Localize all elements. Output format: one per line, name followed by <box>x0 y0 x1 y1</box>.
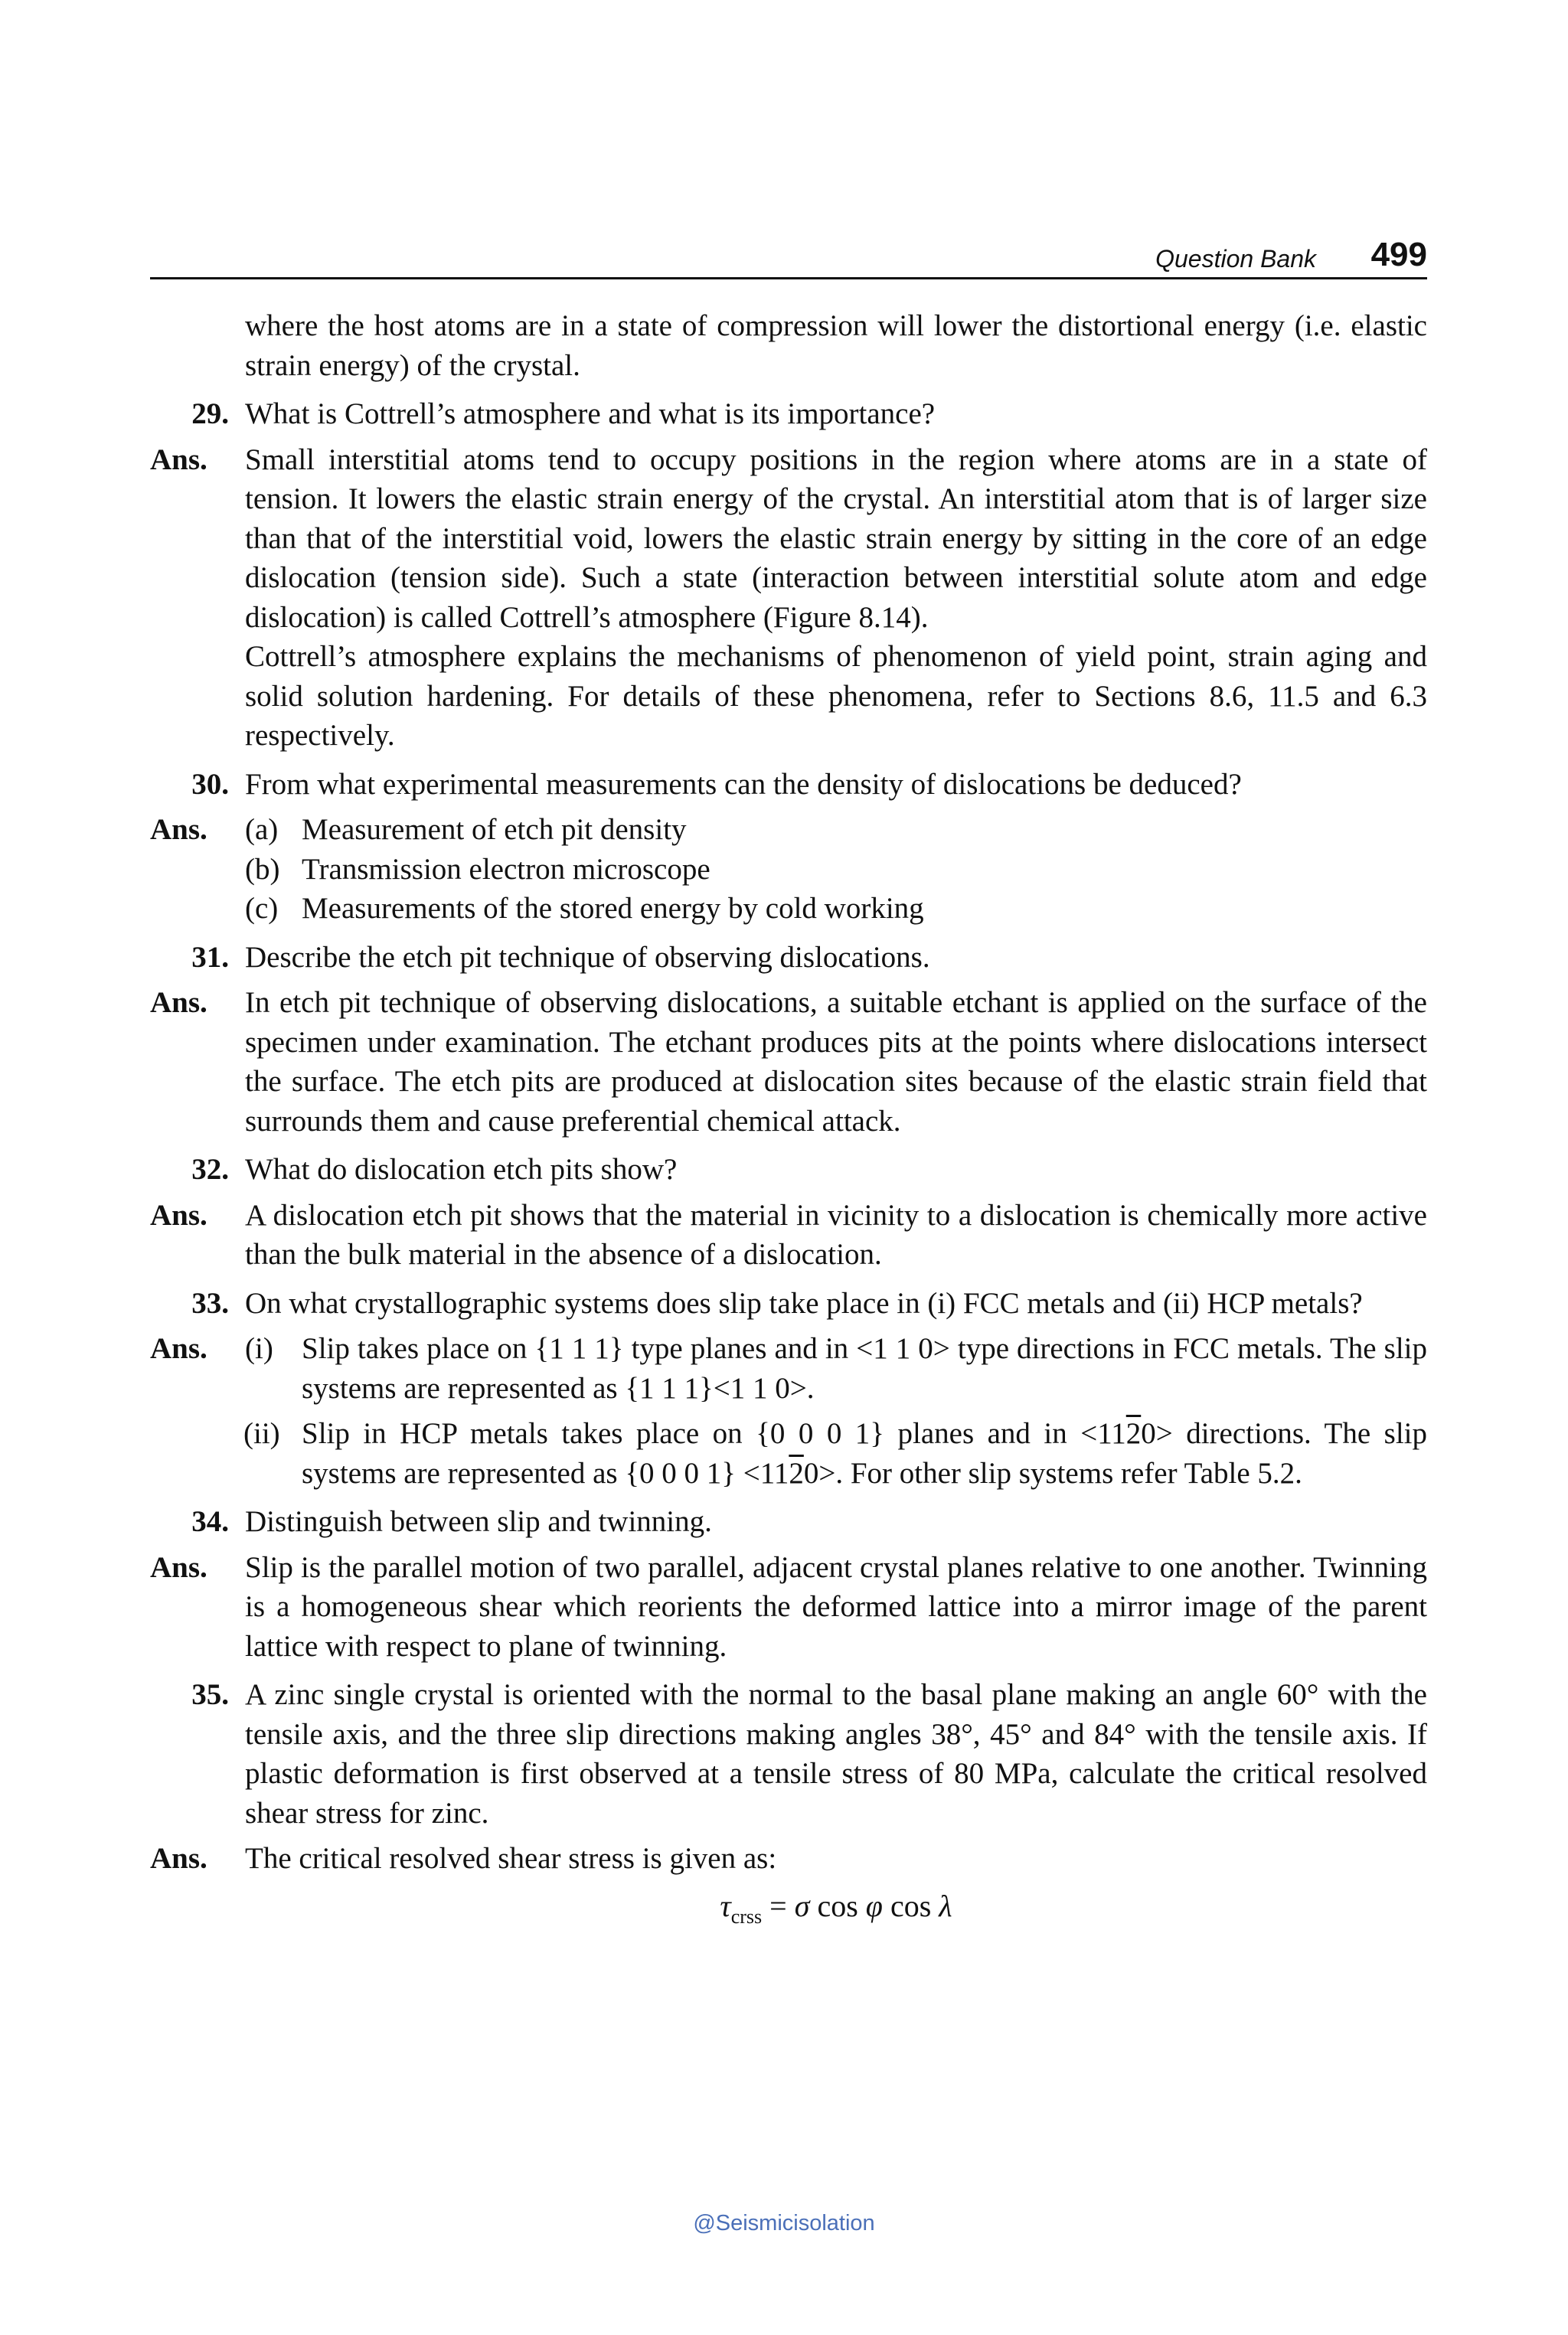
list-text-part: 0>. For other slip systems refer Table 5.2. <box>803 1456 1302 1490</box>
answer-paragraph: Cottrell’s atmosphere explains the mechanisms of phenomenon of yield point, strain aging and solid solution hardening. For details of these phenomena, refer to Sections 8.6, 11.5 and 6.3 respectively. <box>245 640 1427 752</box>
page-content <box>150 306 1427 1936</box>
list-text: Measurement of etch pit density <box>302 813 687 846</box>
question-number: 31. <box>191 940 229 974</box>
answer-35 <box>150 1839 1427 1879</box>
question-30 <box>150 765 1427 805</box>
formula-subscript: crss <box>730 1905 763 1928</box>
list-text: Transmission electron microscope <box>302 852 710 886</box>
question-number: 34. <box>191 1505 229 1538</box>
formula-tau: τ <box>720 1888 731 1923</box>
question-33 <box>150 1284 1427 1324</box>
formula-cos: cos <box>809 1888 866 1923</box>
page-header <box>150 236 1427 279</box>
answer-paragraph: Small interstitial atoms tend to occupy positions in the region where atoms are in a state of tension. It lowers the elastic strain energy of the crystal. An interstitial atom that is of larger size than that of the interstitial void, lowers the elastic strain energy by sitting in the core of an edge dislocation (tension side). Such a state (interaction between interstitial solute atom and edge dislocation) is called Cottrell’s atmosphere (Figure 8.14). <box>245 443 1427 634</box>
list-marker: (c) <box>245 892 279 925</box>
list-item <box>245 1414 1427 1493</box>
formula-cos: cos <box>882 1888 939 1923</box>
answer-text: A dislocation etch pit shows that the material in vicinity to a dislocation is chemically more active than the bulk material in the absence of a dislocation. <box>245 1198 1427 1271</box>
question-number: 35. <box>191 1678 229 1711</box>
answer-33 <box>150 1329 1427 1493</box>
question-number: 29. <box>191 397 229 430</box>
list-marker: (i) <box>245 1332 273 1365</box>
list-item <box>245 850 1427 890</box>
answer-label: Ans. <box>150 813 207 846</box>
answer-label: Ans. <box>150 1842 207 1875</box>
list-text-part: Slip in HCP metals takes place on {0 0 0 1} planes and in <11 <box>302 1417 1126 1450</box>
list-item <box>245 810 1427 850</box>
question-29 <box>150 394 1427 434</box>
question-34 <box>150 1502 1427 1542</box>
question-35 <box>150 1675 1427 1833</box>
answer-label: Ans. <box>150 1332 207 1365</box>
answer-label: Ans. <box>150 443 207 476</box>
answer-30 <box>150 810 1427 929</box>
answer-32 <box>150 1196 1427 1275</box>
list-marker: (a) <box>245 813 279 846</box>
list-item <box>245 1329 1427 1408</box>
crss-formula <box>150 1886 1427 1937</box>
list-marker: (b) <box>245 852 280 886</box>
question-text: Describe the etch pit technique of observing dislocations. <box>245 940 930 974</box>
question-text: On what crystallographic systems does slip take place in (i) FCC metals and (ii) HCP metals? <box>245 1286 1363 1320</box>
list-item <box>245 889 1427 929</box>
formula-phi: φ <box>865 1888 883 1923</box>
list-text: Slip takes place on {1 1 1} type planes and in <1 1 0> type directions in FCC metals. The slip systems are represented as {1 1 1}<1 1 0>. <box>302 1332 1427 1405</box>
answer-31 <box>150 983 1427 1141</box>
intro-paragraph: where the host atoms are in a state of compression will lower the distortional energy (i.e. elastic strain energy) of the crystal. <box>245 309 1427 382</box>
overbar-digit: 2 <box>1125 1417 1142 1450</box>
question-text: What do dislocation etch pits show? <box>245 1153 678 1186</box>
formula-equals: = <box>762 1888 795 1923</box>
page-number: 499 <box>1370 236 1427 273</box>
answer-29 <box>150 440 1427 756</box>
question-text: What is Cottrell’s atmosphere and what is its importance? <box>245 397 936 430</box>
list-text: Measurements of the stored energy by cold working <box>302 892 924 925</box>
answer-text: The critical resolved shear stress is given as: <box>245 1842 777 1875</box>
answer-label: Ans. <box>150 1550 207 1584</box>
overbar-digit: 2 <box>789 1456 804 1490</box>
question-31 <box>150 938 1427 978</box>
question-number: 33. <box>191 1286 229 1320</box>
watermark: @Seismicisolation <box>693 2211 875 2235</box>
running-title: Question Bank <box>1155 245 1316 273</box>
question-32 <box>150 1150 1427 1190</box>
list-text-part: 0> directions. The slip systems are represented as {0 0 0 1} <11 <box>302 1417 1427 1490</box>
answer-text: Slip is the parallel motion of two parallel, adjacent crystal planes relative to one another. Twinning is a homogeneous shear which reorients the deformed lattice into a mirror image of the parent lattice with respect to plane of twinning. <box>245 1550 1427 1663</box>
question-number: 30. <box>191 767 229 801</box>
list-marker: (ii) <box>243 1417 280 1450</box>
answer-text: In etch pit technique of observing dislocations, a suitable etchant is applied on the surface of the specimen under examination. The etchant produces pits at the points where dislocations intersect the surface. The etch pits are produced at dislocation sites because of the elastic strain field that surrounds them and cause preferential chemical attack. <box>245 986 1427 1138</box>
question-text: Distinguish between slip and twinning. <box>245 1505 712 1538</box>
answer-label: Ans. <box>150 1198 207 1232</box>
question-text: A zinc single crystal is oriented with the normal to the basal plane making an angle 60° with the tensile axis, and the three slip directions making angles 38°, 45° and 84° with the tensile axis. If plastic deformation is first observed at a tensile stress of 80 MPa, calculate the critical resolved shear stress for zinc. <box>245 1678 1427 1830</box>
question-number: 32. <box>191 1153 229 1186</box>
formula-lambda: λ <box>939 1888 952 1923</box>
answer-label: Ans. <box>150 986 207 1019</box>
question-text: From what experimental measurements can the density of dislocations be deduced? <box>245 767 1242 801</box>
answer-34 <box>150 1548 1427 1667</box>
formula-sigma: σ <box>794 1888 810 1923</box>
